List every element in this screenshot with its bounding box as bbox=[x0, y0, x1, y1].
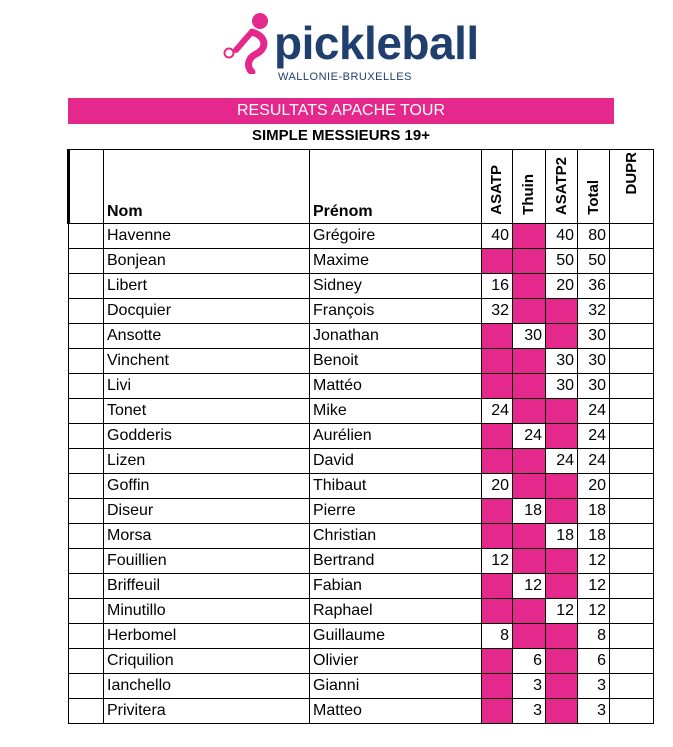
asatp2-cell bbox=[546, 649, 578, 674]
total-cell: 12 bbox=[578, 599, 610, 624]
table-row bbox=[69, 424, 654, 449]
results-table bbox=[67, 149, 654, 724]
asatp-cell bbox=[482, 524, 513, 549]
total-cell: 30 bbox=[578, 349, 610, 374]
asatp-cell bbox=[482, 249, 513, 274]
table-row bbox=[69, 299, 654, 324]
row-index-cell bbox=[69, 324, 104, 349]
table-row bbox=[69, 574, 654, 599]
total-cell: 36 bbox=[578, 274, 610, 299]
total-cell: 18 bbox=[578, 499, 610, 524]
row-index-cell bbox=[69, 399, 104, 424]
asatp2-cell bbox=[546, 424, 578, 449]
prenom-cell: Gianni bbox=[310, 674, 482, 699]
nom-cell: Diseur bbox=[104, 499, 310, 524]
thuin-cell bbox=[513, 449, 546, 474]
total-cell: 24 bbox=[578, 399, 610, 424]
header-total: Total bbox=[578, 150, 610, 224]
nom-cell: Fouillien bbox=[104, 549, 310, 574]
dupr-cell bbox=[610, 249, 654, 274]
dupr-cell bbox=[610, 549, 654, 574]
row-index-cell bbox=[69, 274, 104, 299]
row-index-cell bbox=[69, 499, 104, 524]
nom-cell: Criquilion bbox=[104, 649, 310, 674]
asatp2-cell: 40 bbox=[546, 224, 578, 249]
asatp-cell: 16 bbox=[482, 274, 513, 299]
table-row bbox=[69, 399, 654, 424]
prenom-cell: Thibaut bbox=[310, 474, 482, 499]
table-row bbox=[69, 349, 654, 374]
asatp2-cell bbox=[546, 699, 578, 724]
prenom-cell: Mattéo bbox=[310, 374, 482, 399]
total-cell: 3 bbox=[578, 674, 610, 699]
row-index-cell bbox=[69, 524, 104, 549]
asatp2-cell bbox=[546, 474, 578, 499]
asatp-cell: 40 bbox=[482, 224, 513, 249]
thuin-cell: 18 bbox=[513, 499, 546, 524]
thuin-cell bbox=[513, 399, 546, 424]
thuin-cell bbox=[513, 274, 546, 299]
dupr-cell bbox=[610, 424, 654, 449]
prenom-cell: Christian bbox=[310, 524, 482, 549]
asatp-cell bbox=[482, 699, 513, 724]
nom-cell: Minutillo bbox=[104, 599, 310, 624]
table-row bbox=[69, 699, 654, 724]
row-index-cell bbox=[69, 624, 104, 649]
table-row bbox=[69, 674, 654, 699]
total-cell: 18 bbox=[578, 524, 610, 549]
asatp-cell bbox=[482, 674, 513, 699]
row-index-cell bbox=[69, 299, 104, 324]
prenom-cell: Mike bbox=[310, 399, 482, 424]
prenom-cell: Maxime bbox=[310, 249, 482, 274]
prenom-cell: Bertrand bbox=[310, 549, 482, 574]
asatp-cell bbox=[482, 599, 513, 624]
thuin-cell bbox=[513, 549, 546, 574]
total-cell: 50 bbox=[578, 249, 610, 274]
prenom-cell: Matteo bbox=[310, 699, 482, 724]
asatp2-cell bbox=[546, 399, 578, 424]
asatp2-cell bbox=[546, 299, 578, 324]
row-index-cell bbox=[69, 349, 104, 374]
dupr-cell bbox=[610, 649, 654, 674]
asatp2-cell: 24 bbox=[546, 449, 578, 474]
dupr-cell bbox=[610, 524, 654, 549]
total-cell: 24 bbox=[578, 424, 610, 449]
row-index-cell bbox=[69, 699, 104, 724]
prenom-cell: Grégoire bbox=[310, 224, 482, 249]
prenom-cell: Benoit bbox=[310, 349, 482, 374]
asatp-cell: 32 bbox=[482, 299, 513, 324]
asatp-cell: 8 bbox=[482, 624, 513, 649]
row-index-cell bbox=[69, 599, 104, 624]
thuin-cell bbox=[513, 474, 546, 499]
header-row bbox=[69, 150, 654, 224]
header-asatp: ASATP bbox=[482, 150, 513, 224]
dupr-cell bbox=[610, 699, 654, 724]
row-index-cell bbox=[69, 474, 104, 499]
dupr-cell bbox=[610, 399, 654, 424]
nom-cell: Bonjean bbox=[104, 249, 310, 274]
dupr-cell bbox=[610, 499, 654, 524]
dupr-cell bbox=[610, 599, 654, 624]
header-nom: Nom bbox=[104, 150, 310, 224]
asatp-cell bbox=[482, 349, 513, 374]
header-asatp2: ASATP2 bbox=[546, 150, 578, 224]
table-row bbox=[69, 524, 654, 549]
asatp2-cell: 12 bbox=[546, 599, 578, 624]
nom-cell: Lizen bbox=[104, 449, 310, 474]
nom-cell: Docquier bbox=[104, 299, 310, 324]
prenom-cell: Sidney bbox=[310, 274, 482, 299]
asatp-cell bbox=[482, 574, 513, 599]
table-row bbox=[69, 324, 654, 349]
dupr-cell bbox=[610, 299, 654, 324]
nom-cell: Vinchent bbox=[104, 349, 310, 374]
thuin-cell bbox=[513, 374, 546, 399]
prenom-cell: Jonathan bbox=[310, 324, 482, 349]
table-row bbox=[69, 374, 654, 399]
table-row bbox=[69, 499, 654, 524]
asatp-cell bbox=[482, 449, 513, 474]
nom-cell: Ansotte bbox=[104, 324, 310, 349]
asatp-cell bbox=[482, 374, 513, 399]
thuin-cell bbox=[513, 299, 546, 324]
pickleball-player-icon bbox=[222, 12, 274, 74]
dupr-cell bbox=[610, 349, 654, 374]
asatp2-cell bbox=[546, 549, 578, 574]
asatp2-cell: 50 bbox=[546, 249, 578, 274]
nom-cell: Ianchello bbox=[104, 674, 310, 699]
prenom-cell: Guillaume bbox=[310, 624, 482, 649]
thuin-cell bbox=[513, 249, 546, 274]
total-cell: 12 bbox=[578, 549, 610, 574]
thuin-cell bbox=[513, 599, 546, 624]
thuin-cell bbox=[513, 349, 546, 374]
table-row bbox=[69, 649, 654, 674]
row-index-cell bbox=[69, 374, 104, 399]
header-thuin: Thuin bbox=[513, 150, 546, 224]
asatp-cell: 12 bbox=[482, 549, 513, 574]
thuin-cell: 6 bbox=[513, 649, 546, 674]
asatp-cell: 20 bbox=[482, 474, 513, 499]
thuin-cell: 12 bbox=[513, 574, 546, 599]
thuin-cell bbox=[513, 224, 546, 249]
total-cell: 8 bbox=[578, 624, 610, 649]
nom-cell: Goffin bbox=[104, 474, 310, 499]
table-row bbox=[69, 449, 654, 474]
asatp2-cell: 18 bbox=[546, 524, 578, 549]
total-cell: 3 bbox=[578, 699, 610, 724]
header-prenom: Prénom bbox=[310, 150, 482, 224]
nom-cell: Livi bbox=[104, 374, 310, 399]
logo-subtitle: WALLONIE-BRUXELLES bbox=[278, 71, 412, 83]
thuin-cell: 24 bbox=[513, 424, 546, 449]
thuin-cell bbox=[513, 624, 546, 649]
dupr-cell bbox=[610, 674, 654, 699]
prenom-cell: Fabian bbox=[310, 574, 482, 599]
row-index-cell bbox=[69, 424, 104, 449]
asatp2-cell bbox=[546, 624, 578, 649]
asatp2-cell bbox=[546, 499, 578, 524]
results-banner: RESULTATS APACHE TOUR bbox=[68, 98, 614, 124]
prenom-cell: Olivier bbox=[310, 649, 482, 674]
nom-cell: Herbomel bbox=[104, 624, 310, 649]
asatp2-cell: 30 bbox=[546, 374, 578, 399]
asatp-cell bbox=[482, 324, 513, 349]
header-blank-cell bbox=[69, 150, 104, 224]
total-cell: 80 bbox=[578, 224, 610, 249]
dupr-cell bbox=[610, 224, 654, 249]
logo bbox=[222, 8, 492, 88]
total-cell: 30 bbox=[578, 374, 610, 399]
thuin-cell: 30 bbox=[513, 324, 546, 349]
row-index-cell bbox=[69, 649, 104, 674]
dupr-cell bbox=[610, 474, 654, 499]
asatp2-cell bbox=[546, 324, 578, 349]
category-title: SIMPLE MESSIEURS 19+ bbox=[252, 127, 430, 144]
table-row bbox=[69, 549, 654, 574]
row-index-cell bbox=[69, 249, 104, 274]
row-index-cell bbox=[69, 224, 104, 249]
prenom-cell: David bbox=[310, 449, 482, 474]
table-row bbox=[69, 474, 654, 499]
dupr-cell bbox=[610, 574, 654, 599]
nom-cell: Havenne bbox=[104, 224, 310, 249]
row-index-cell bbox=[69, 574, 104, 599]
asatp2-cell: 30 bbox=[546, 349, 578, 374]
row-index-cell bbox=[69, 674, 104, 699]
asatp2-cell bbox=[546, 574, 578, 599]
asatp-cell bbox=[482, 649, 513, 674]
asatp2-cell bbox=[546, 674, 578, 699]
table-row bbox=[69, 624, 654, 649]
nom-cell: Libert bbox=[104, 274, 310, 299]
row-index-cell bbox=[69, 549, 104, 574]
prenom-cell: François bbox=[310, 299, 482, 324]
asatp-cell: 24 bbox=[482, 399, 513, 424]
nom-cell: Godderis bbox=[104, 424, 310, 449]
table-row bbox=[69, 249, 654, 274]
total-cell: 30 bbox=[578, 324, 610, 349]
prenom-cell: Raphael bbox=[310, 599, 482, 624]
nom-cell: Morsa bbox=[104, 524, 310, 549]
asatp-cell bbox=[482, 499, 513, 524]
nom-cell: Privitera bbox=[104, 699, 310, 724]
dupr-cell bbox=[610, 374, 654, 399]
nom-cell: Briffeuil bbox=[104, 574, 310, 599]
asatp-cell bbox=[482, 424, 513, 449]
total-cell: 20 bbox=[578, 474, 610, 499]
table-row bbox=[69, 274, 654, 299]
dupr-cell bbox=[610, 324, 654, 349]
total-cell: 12 bbox=[578, 574, 610, 599]
prenom-cell: Aurélien bbox=[310, 424, 482, 449]
nom-cell: Tonet bbox=[104, 399, 310, 424]
header-dupr: DUPR bbox=[610, 150, 654, 224]
total-cell: 24 bbox=[578, 449, 610, 474]
dupr-cell bbox=[610, 449, 654, 474]
asatp2-cell: 20 bbox=[546, 274, 578, 299]
row-index-cell bbox=[69, 449, 104, 474]
thuin-cell: 3 bbox=[513, 699, 546, 724]
total-cell: 6 bbox=[578, 649, 610, 674]
dupr-cell bbox=[610, 624, 654, 649]
thuin-cell: 3 bbox=[513, 674, 546, 699]
prenom-cell: Pierre bbox=[310, 499, 482, 524]
table-row bbox=[69, 224, 654, 249]
table-row bbox=[69, 599, 654, 624]
logo-wordmark: pickleball bbox=[274, 17, 479, 69]
thuin-cell bbox=[513, 524, 546, 549]
dupr-cell bbox=[610, 274, 654, 299]
total-cell: 32 bbox=[578, 299, 610, 324]
